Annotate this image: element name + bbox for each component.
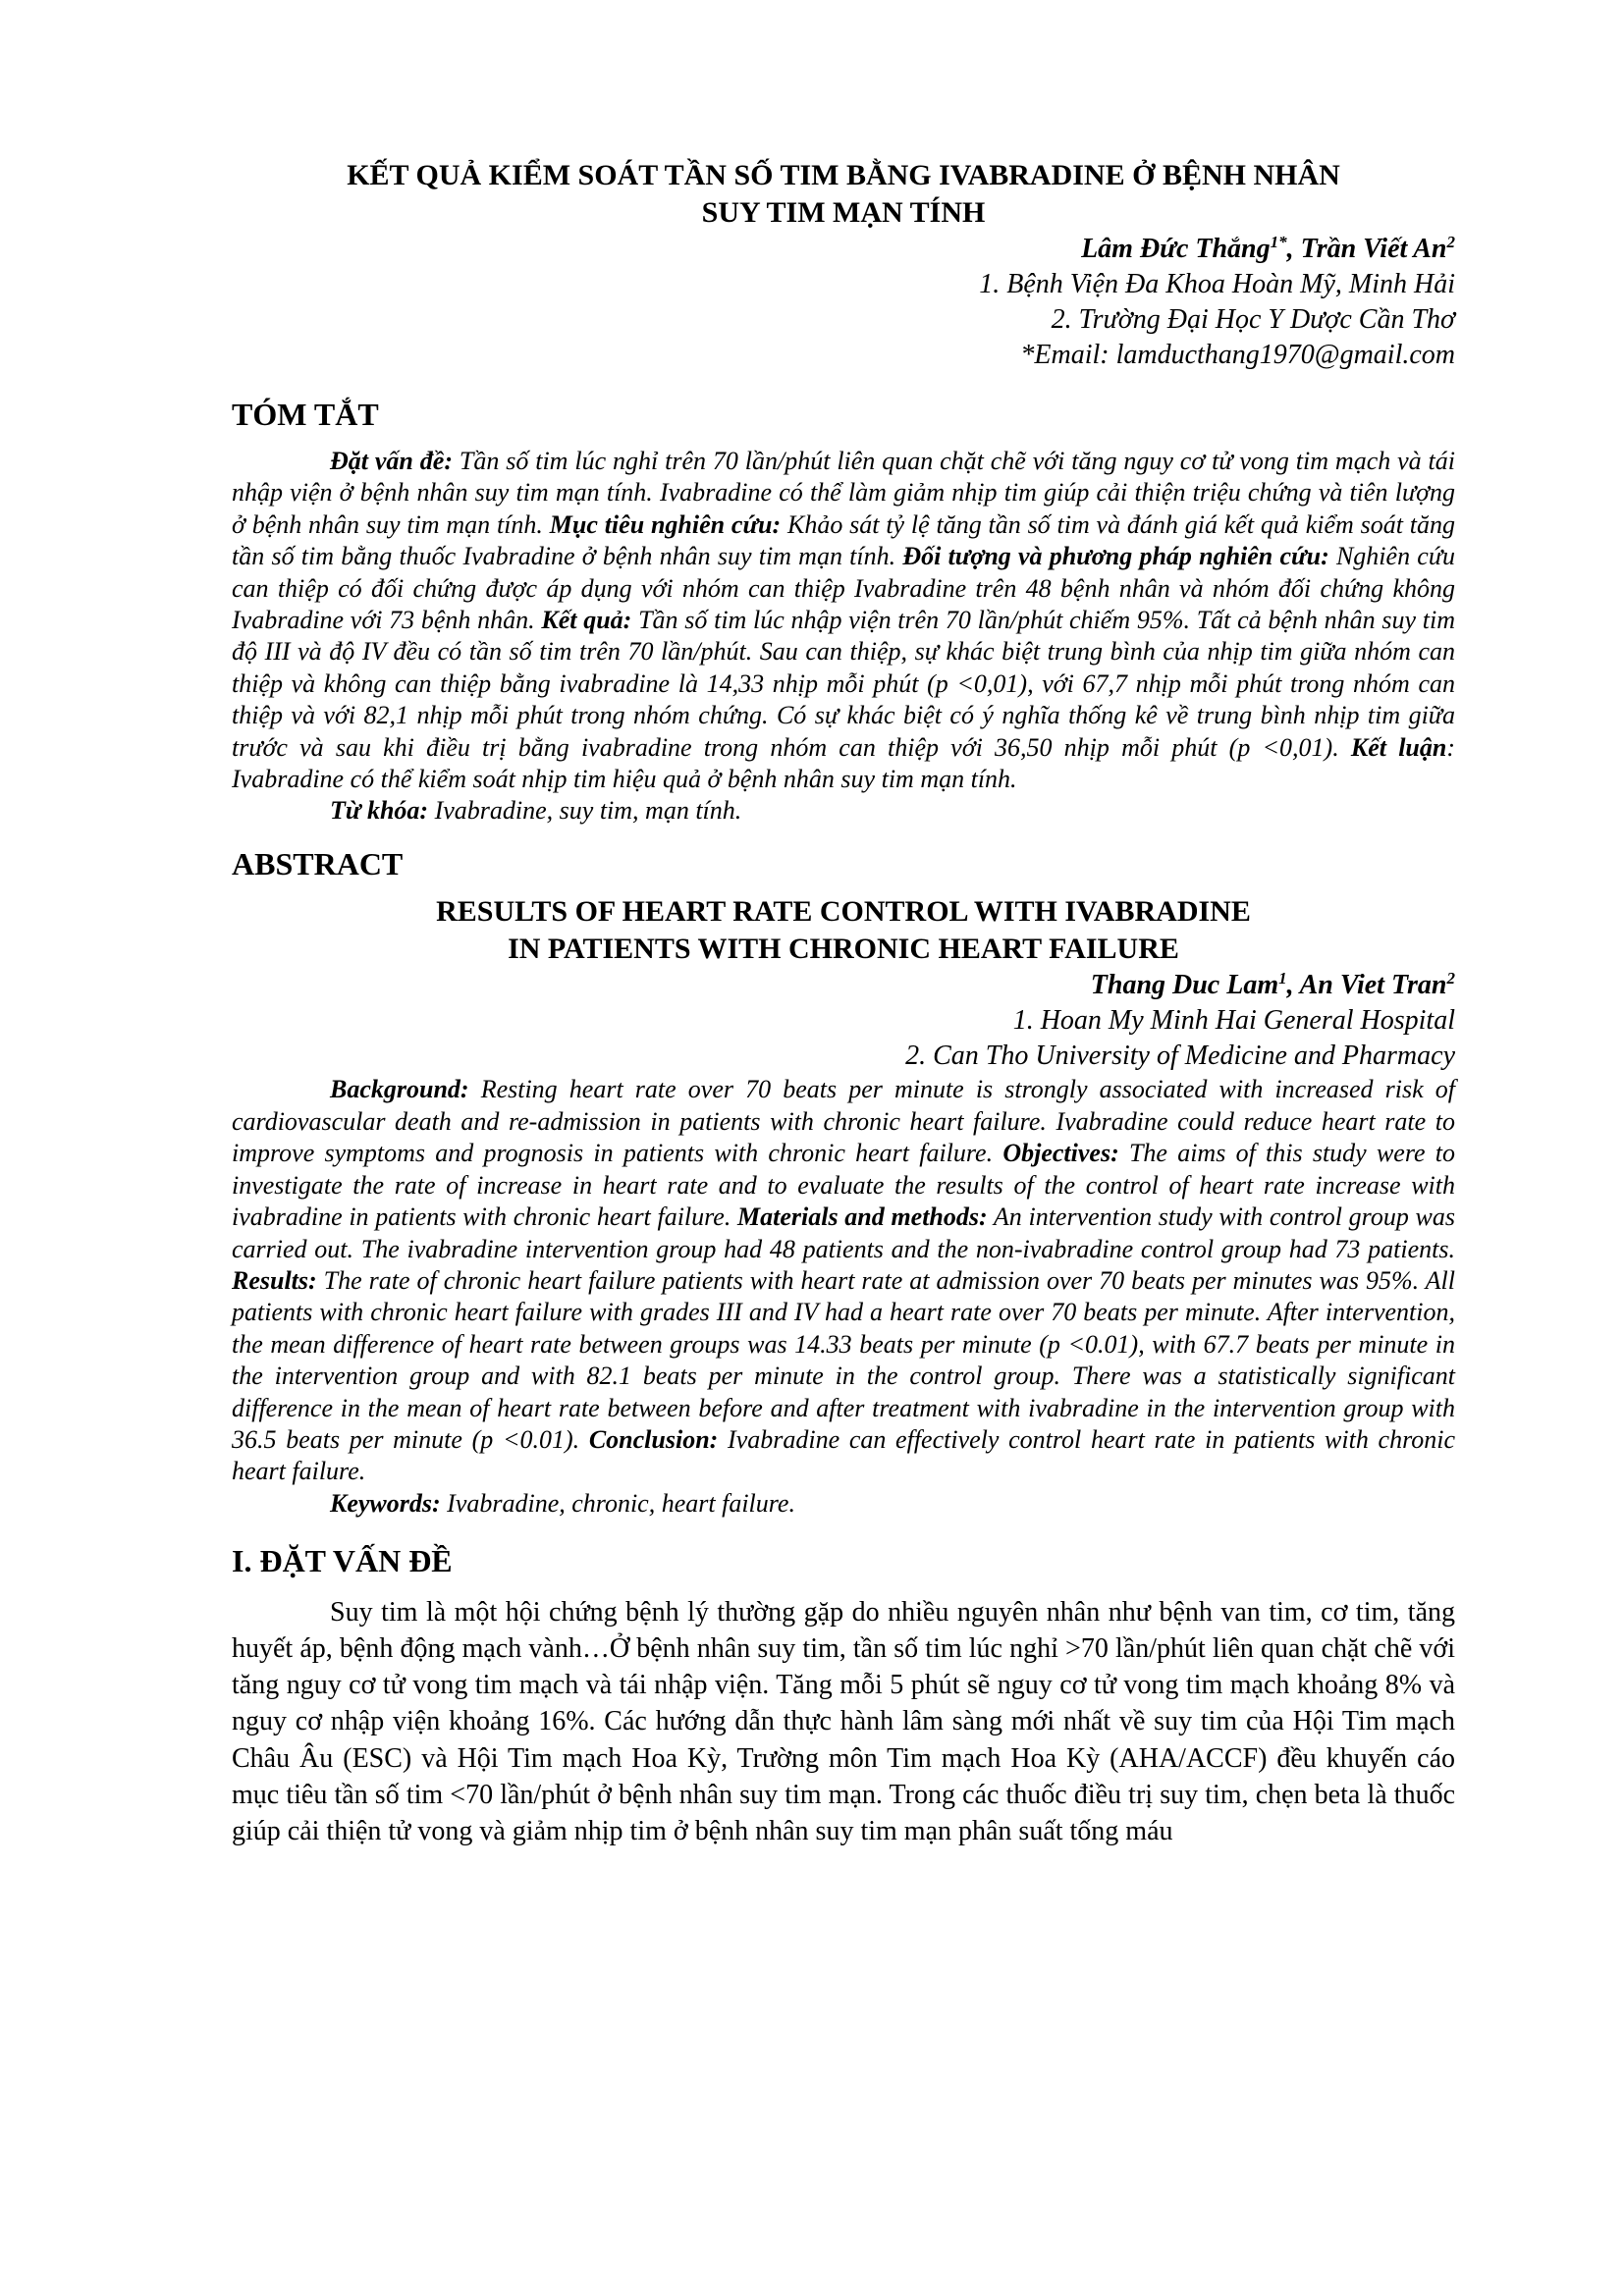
keywords-en-label: Keywords: bbox=[330, 1488, 441, 1518]
abstract-paragraph bbox=[232, 1074, 1455, 1487]
author-en-2-sup: 2 bbox=[1446, 969, 1455, 988]
keywords-text: Ivabradine, suy tim, mạn tính. bbox=[428, 796, 742, 826]
section-1-paragraph: Suy tim là một hội chứng bệnh lý thường gặp do nhiều nguyên nhân như bệnh van tim, cơ tim, tăng huyết áp, bệnh động mạch vành…Ở bệnh nhân suy tim, tần số tim lúc nghỉ >70 lần/phút liên quan chặt chẽ với tăng nguy cơ tử vong tim mạch và tái nhập viện. Tăng mỗi 5 phút sẽ nguy cơ tử vong tim mạch khoảng 8% và nguy cơ nhập viện khoảng 16%. Các hướng dẫn thực hành lâm sàng mới nhất về suy tim của Hội Tim mạch Châu Âu (ESC) và Hội Tim mạch Hoa Kỳ, Trường môn Tim mạch Hoa Kỳ (AHA/ACCF) đều khuyến cáo mục tiêu tần số tim <70 lần/phút ở bệnh nhân suy tim mạn. Trong các thuốc điều trị suy tim, chẹn beta là thuốc giúp cải thiện tử vong và giảm nhịp tim ở bệnh nhân suy tim mạn phân suất tống máu bbox=[232, 1596, 1455, 1846]
author-2: Trần Viết An bbox=[1300, 234, 1447, 264]
author-en-1-sup: 1 bbox=[1278, 969, 1287, 988]
author-en-1: Thang Duc Lam bbox=[1090, 970, 1279, 1001]
paper-page bbox=[232, 147, 1455, 1849]
title-line-2: SUY TIM MẠN TÍNH bbox=[701, 196, 986, 229]
conclusion-label: Kết luận bbox=[1350, 732, 1447, 762]
abstract-conclusion-label: Conclusion: bbox=[588, 1424, 719, 1454]
results-label: Kết quả: bbox=[541, 606, 632, 635]
abstract-conclusion-text: Ivabradine can effectively control heart rate in patients with chronic heart failure. bbox=[232, 1424, 1455, 1486]
corresponding-email: *Email: lamducthang1970@gmail.com bbox=[1020, 340, 1455, 370]
paper-title-vi bbox=[232, 157, 1455, 232]
keywords-vi bbox=[232, 795, 1455, 827]
background-text: Tần số tim lúc nghỉ trên 70 lần/phút liên quan chặt chẽ với tăng nguy cơ tử vong tim mạch và tái nhập viện ở bệnh nhân suy tim mạn tính. Ivabradine có thể làm giảm nhịp tim giúp cải thiện triệu chứng và tiên lượng ở bệnh nhân suy tim mạn tính. bbox=[232, 447, 1455, 539]
conclusion-text: : Ivabradine có thể kiểm soát nhịp tim hiệu quả ở bệnh nhân suy tim mạn tính. bbox=[232, 732, 1456, 794]
abstract-background-text: Resting heart rate over 70 beats per minute is strongly associated with increased risk of cardiovascular death and re-admission in patients with chronic heart failure. Ivabradine could reduce heart rate to improve symptoms and prognosis in patients with chronic heart failure. bbox=[232, 1075, 1455, 1168]
affiliation-1: 1. Bệnh Viện Đa Khoa Hoàn Mỹ, Minh Hải bbox=[979, 269, 1455, 299]
abstract-title bbox=[232, 893, 1455, 968]
authors-en bbox=[232, 968, 1455, 1003]
abstract-results-text: The rate of chronic heart failure patients with heart rate at admission over 70 beats per minutes was 95%. All patients with chronic heart failure with grades III and IV had a heart rate over 70 beats per minute. After intervention, the mean difference of heart rate between groups was 14.33 beats per minute (p <0.01), with 67.7 beats per minute in the intervention group and with 82.1 beats per minute in the control group. There was a statistically significant difference in the mean of heart rate between before and after treatment with ivabradine in the intervention group with 36.5 beats per minute (p <0.01). bbox=[232, 1265, 1455, 1454]
objectives-text: Khảo sát tỷ lệ tăng tần số tim và đánh giá kết quả kiểm soát tăng tần số tim bằng thuốc Ivabradine ở bệnh nhân suy tim mạn tính. bbox=[232, 509, 1455, 571]
objectives-label: Mục tiêu nghiên cứu: bbox=[549, 509, 782, 539]
keywords-en-text: Ivabradine, chronic, heart failure. bbox=[440, 1488, 795, 1518]
methods-label: Đối tượng và phương pháp nghiên cứu: bbox=[902, 542, 1329, 571]
title-line-1: KẾT QUẢ KIỂM SOÁT TẦN SỐ TIM BẰNG IVABRADINE Ở BỆNH NHÂN bbox=[347, 159, 1340, 191]
abstract-heading: ABSTRACT bbox=[232, 846, 404, 882]
abstract-objectives-label: Objectives: bbox=[1002, 1139, 1119, 1168]
abstract-methods-label: Materials and methods: bbox=[737, 1202, 988, 1232]
background-label: Đặt vấn đề: bbox=[330, 447, 453, 475]
abstract-title-line-2: IN PATIENTS WITH CHRONIC HEART FAILURE bbox=[508, 933, 1179, 966]
abstract-objectives-text: The aims of this study were to investigate the rate of increase in heart rate and to evaluate the results of the control of heart rate increase with ivabradine in patients with chronic heart failure. bbox=[232, 1139, 1455, 1232]
section-1-heading: I. ĐẶT VẤN ĐỀ bbox=[232, 1542, 453, 1578]
authors-vi bbox=[232, 232, 1455, 267]
affiliations-en bbox=[232, 1003, 1455, 1074]
affiliation-en-2: 2. Can Tho University of Medicine and Pharmacy bbox=[905, 1041, 1455, 1072]
affiliations-vi bbox=[232, 267, 1455, 373]
author-separator: , bbox=[1286, 234, 1301, 264]
author-2-sup: 2 bbox=[1446, 233, 1455, 251]
results-text: Tần số tim lúc nhập viện trên 70 lần/phút chiếm 95%. Tất cả bệnh nhân suy tim độ III và độ IV đều có tần số tim trên 70 lần/phút. Sau can thiệp, sự khác biệt trung bình của nhịp tim giữa nhóm can thiệp và không can thiệp bằng ivabradine là 14,33 nhịp mỗi phút (p <0,01), với 67,7 nhịp mỗi phút trong nhóm can thiệp và với 82,1 nhịp mỗi phút trong nhóm chứng. Có sự khác biệt có ý nghĩa thống kê về trung bình nhịp tim giữa trước và sau khi điều trị bằng ivabradine trong nhóm can thiệp với 36,50 nhịp mỗi phút (p <0,01). bbox=[232, 606, 1455, 762]
author-en-2: An Viet Tran bbox=[1299, 970, 1447, 1001]
summary-heading: TÓM TẮT bbox=[232, 397, 379, 432]
methods-text: Nghiên cứu can thiệp có đối chứng được áp dụng với nhóm can thiệp Ivabradine trên 48 bệnh nhân và nhóm đối chứng không Ivabradine với 73 bệnh nhân. bbox=[232, 542, 1456, 635]
author-en-separator: , bbox=[1286, 970, 1300, 1001]
author-1-sup: 1* bbox=[1270, 233, 1287, 251]
abstract-results-label: Results: bbox=[232, 1265, 317, 1295]
summary-paragraph bbox=[232, 446, 1455, 795]
affiliation-2: 2. Trường Đại Học Y Dược Cần Thơ bbox=[1051, 304, 1455, 335]
abstract-methods-text: An intervention study with control group was carried out. The ivabradine intervention group had 48 patients and the non-ivabradine control group had 73 patients. bbox=[232, 1202, 1455, 1263]
author-1: Lâm Đức Thắng bbox=[1081, 234, 1271, 264]
affiliation-en-1: 1. Hoan My Minh Hai General Hospital bbox=[1012, 1005, 1455, 1037]
keywords-en bbox=[232, 1488, 1455, 1520]
keywords-label: Từ khóa: bbox=[330, 796, 429, 826]
abstract-title-line-1: RESULTS OF HEART RATE CONTROL WITH IVABRADINE bbox=[436, 895, 1251, 929]
abstract-background-label: Background: bbox=[330, 1075, 469, 1104]
